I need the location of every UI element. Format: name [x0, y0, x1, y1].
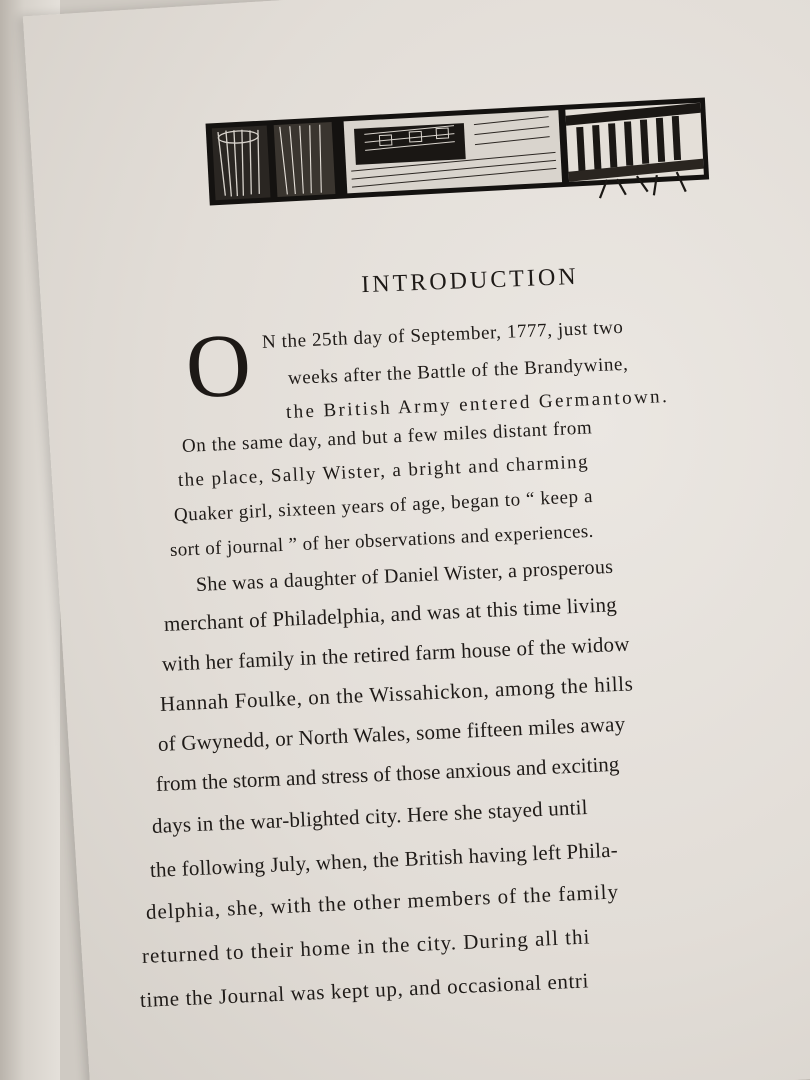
text-line: time the Journal was kept up, and occasional entri: [139, 968, 590, 1012]
text-line: She was a daughter of Daniel Wister, a prosperous: [195, 555, 614, 596]
text-line: of Gwynedd, or North Wales, some fifteen miles away: [157, 711, 626, 756]
text-line: sort of journal ” of her observations and experiences.: [169, 520, 595, 561]
text-line: weeks after the Battle of the Brandywine,: [287, 353, 629, 389]
text-line: N the 25th day of September, 1777, just two: [261, 316, 624, 353]
text-line: days in the war-blighted city. Here she stayed until: [151, 794, 589, 838]
text-line: returned to their home in the city. During all thi: [141, 924, 591, 968]
text-line: with her family in the retired farm house of the widow: [161, 631, 631, 676]
text-line: the place, Sally Wister, a bright and charming: [177, 451, 590, 491]
text-line: the following July, when, the British having left Phila-: [149, 837, 619, 882]
text-line: from the storm and stress of those anxious and exciting: [155, 751, 620, 796]
chapter-heading: INTRODUCTION: [360, 263, 580, 299]
text-line: Quaker girl, sixteen years of age, began to “ keep a: [173, 485, 594, 526]
text-line: the British Army entered Germantown.: [285, 385, 670, 423]
text-line: merchant of Philadelphia, and was at this time living: [163, 592, 618, 636]
text-line: On the same day, and but a few miles distant from: [181, 417, 593, 457]
text-line: Hannah Foulke, on the Wissahickon, among the hills: [159, 671, 634, 716]
text-line: delphia, she, with the other members of the family: [145, 879, 620, 924]
drop-cap-letter: O: [183, 315, 254, 418]
